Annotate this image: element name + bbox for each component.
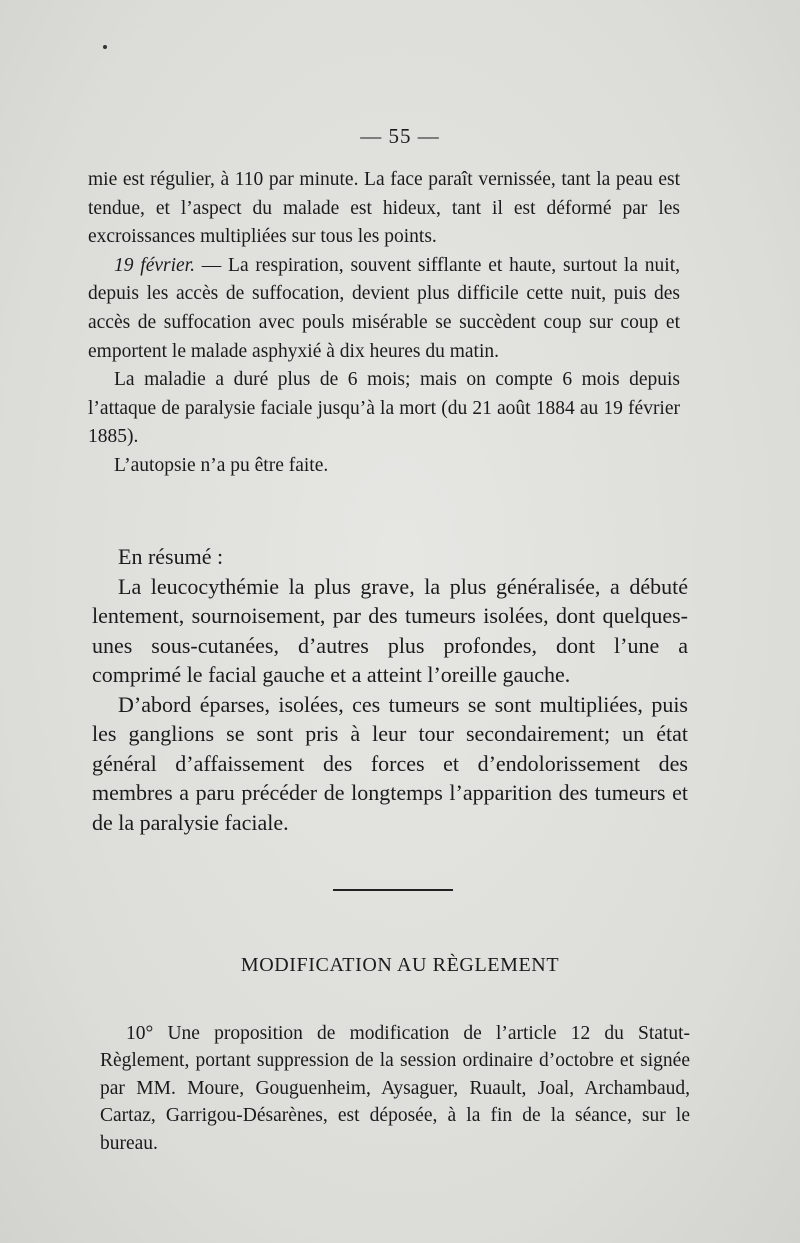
summary-paragraph-1: La leucocythémie la plus grave, la plus généralisée, a débuté lentement, sournoisement, par des tumeurs isolées, dont quelques-unes sous-cutanées, d’autres plus profondes, dont l’une a comprimé le facial gauche et a atteint l’oreille gauche. (92, 573, 688, 687)
duration-paragraph: La maladie a duré plus de 6 mois; mais on compte 6 mois depuis l’attaque de paralysie faciale jusqu’à la mort (du 21 août 1884 au 19 février 1885). (88, 369, 680, 448)
section-divider (333, 889, 453, 891)
section-heading: MODIFICATION AU RÈGLEMENT (240, 954, 560, 976)
case-notes (88, 166, 680, 481)
ink-speck (103, 45, 107, 49)
regulation-paragraph: 10° Une proposition de modification de l’article 12 du Statut-Règlement, portant suppression de la session ordinaire d’octobre et signée par MM. Moure, Gouguenheim, Aysaguer, Ruault, Joal, Archambaud, Cartaz, Garrigou-Désarènes, est déposée, à la fin de la séance, sur le bureau. (100, 1023, 690, 1154)
date-entry-text: — La respiration, souvent sifflante et haute, surtout la nuit, depuis les accès de suffocation, devient plus difficile cette nuit, puis des accès de suffocation avec pouls misérable se succèdent coup sur coup et emportent le malade asphyxié à dix heures du matin. (88, 254, 680, 362)
summary-section (92, 542, 688, 837)
regulation-section (100, 1020, 690, 1157)
summary-intro: En résumé : (118, 544, 224, 569)
date-label: 19 février. (114, 254, 195, 276)
summary-paragraph-2: D’abord éparses, isolées, ces tumeurs se sont multipliées, puis les ganglions se sont pris à leur tour secondairement; un état général d’affaissement des forces et d’endolorissement des membres a paru précéder de longtemps l’apparition des tumeurs et de la paralysie faciale. (92, 691, 688, 835)
page-number: — 55 — (360, 124, 440, 148)
continuation-paragraph: mie est régulier, à 110 par minute. La face paraît vernissée, tant la peau est tendue, et l’aspect du malade est hideux, tant il est déformé par les excroissances multipliées sur tous les points. (88, 169, 680, 248)
autopsy-paragraph: L’autopsie n’a pu être faite. (114, 454, 329, 476)
date-entry-paragraph (88, 252, 680, 366)
